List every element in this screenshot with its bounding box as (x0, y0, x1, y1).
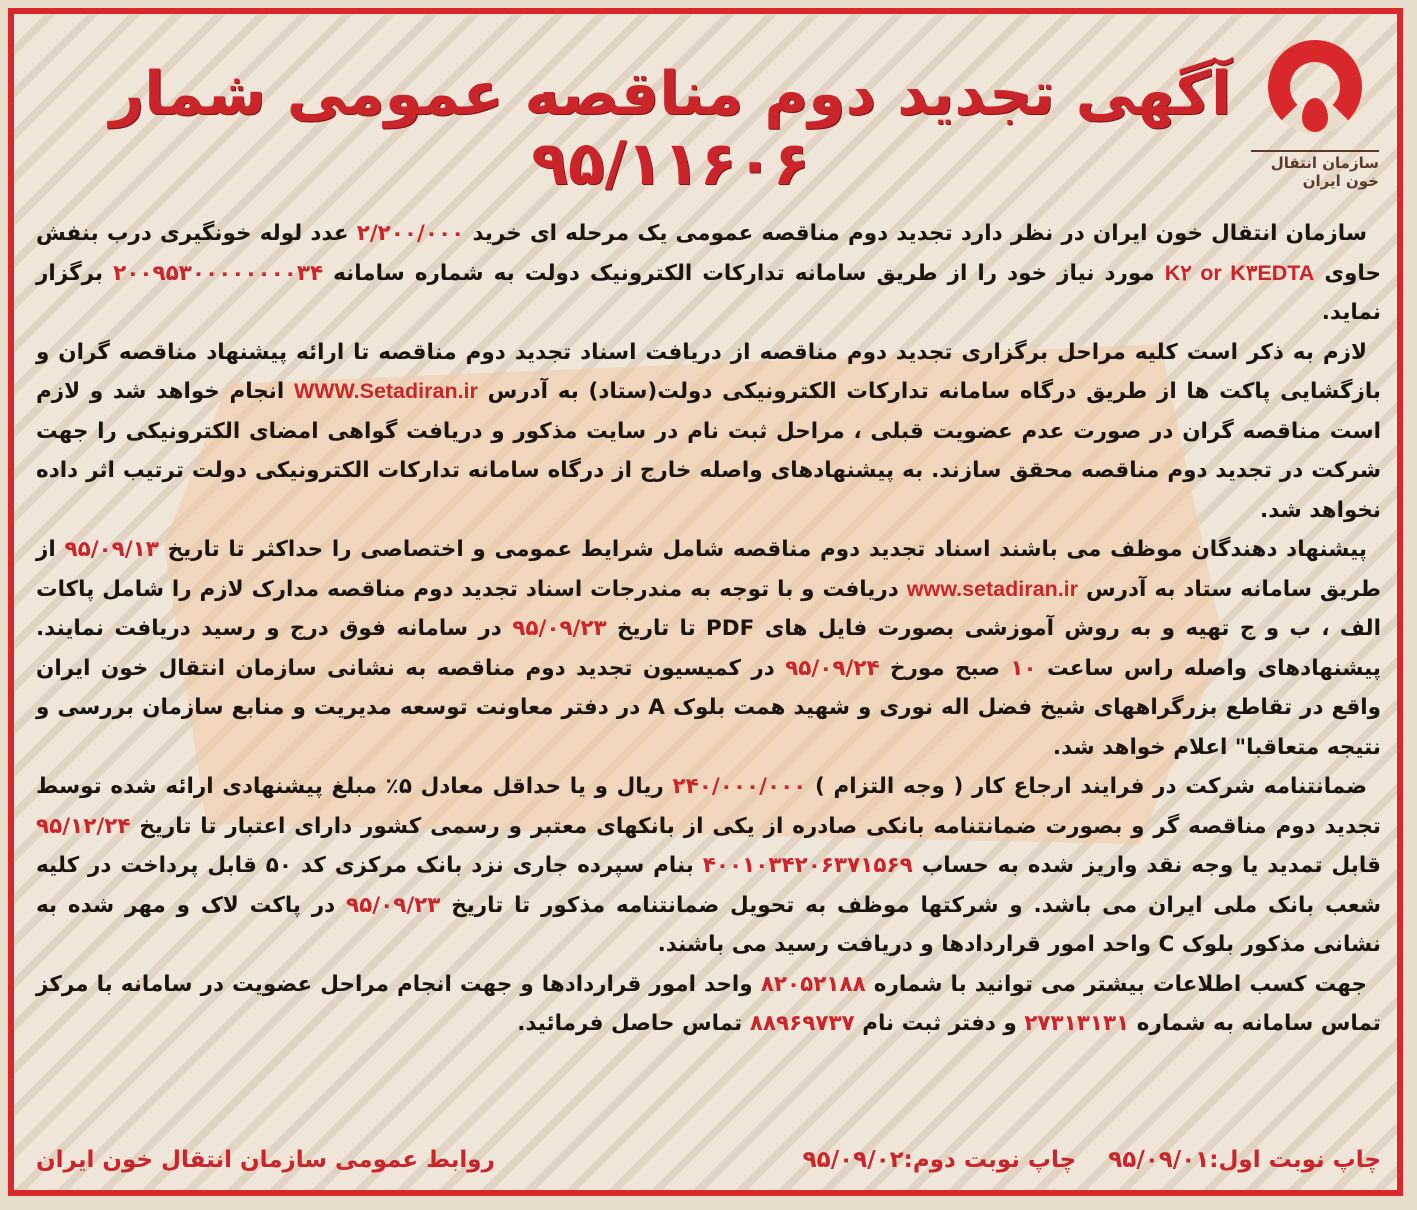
paragraph-process: لازم به ذکر است کلیه مراحل برگزاری تجدید دوم مناقصه از دریافت اسناد تجدید دوم مناقصه تا ارائه پیشنهاد مناقصه گران و بازگشایی پاکت ها از طریق درگاه سامانه تدارکات الکترونیکی دولت(ستاد) به آدرس WWW.Setadiran.ir انجام خواهد شد و لازم است مناقصه گران در صورت عدم عضویت قبلی ، مراحل ثبت نام در سایت مذکور و دریافت گواهی امضای الکترونیکی را جهت شرکت در تجدید دوم مناقصه محقق سازند. به پیشنهادهای واصله خارج از درگاه سامانه تدارکات الکترونیکی دولت ترتیب اثر داده نخواهد شد. (36, 339, 1381, 523)
print-dates: چاپ نوبت اول:۹۵/۰۹/۰۱ چاپ نوبت دوم:۹۵/۰۹/۰۲ (802, 1147, 1381, 1173)
opening-hour: ۱۰ (1010, 655, 1037, 681)
print1-date: ۹۵/۰۹/۰۱ (1108, 1147, 1210, 1173)
public-relations: روابط عمومی سازمان انتقال خون ایران (36, 1147, 495, 1173)
validity-date: ۹۵/۱۲/۲۴ (36, 813, 131, 839)
paragraph-guarantee: ضمانتنامه شرکت در فرایند ارجاع کار ( وجه التزام ) ۲۴۰/۰۰۰/۰۰۰ ریال و یا حداقل معادل ۵٪ مبلغ پیشنهادی ارائه شده توسط تجدید دوم مناقصه گر و بصورت ضمانتنامه بانکی صادره از یکی از بانکهای معتبر و رسمی کشور دارای اعتبار تا تاریخ ۹۵/۱۲/۲۴ قابل تمدید یا وجه نقد واریز شده به حساب ۴۰۰۱۰۳۴۲۰۶۳۷۱۵۶۹ بنام سپرده جاری نزد بانک مرکزی کد ۵۰ قابل پرداخت در کلیه شعب بانک ملی ایران می باشد. و شرکتها موظف به تحویل ضمانتنامه مذکور تا تاریخ ۹۵/۰۹/۲۳ در پاکت لاک و مهر شده به نشانی مذکور بلوک C واحد امور قراردادها و دریافت رسید می باشند. (36, 774, 1381, 957)
opening-date: ۹۵/۰۹/۲۴ (785, 655, 880, 681)
submission-date: ۹۵/۰۹/۲۳ (512, 616, 607, 641)
setad-link-2[interactable]: www.setadiran.ir (906, 576, 1079, 601)
registration-phone: ۸۸۹۶۹۷۳۷ (749, 1011, 855, 1036)
paragraph-dates: پیشنهاد دهندگان موظف می باشند اسناد تجدید دوم مناقصه شامل شرایط عمومی و اختصاصی را حداکثر تا تاریخ ۹۵/۰۹/۱۳ از طریق سامانه ستاد به آدرس www.setadiran.ir دریافت و با توجه به مندرجات اسناد تجدید دوم مناقصه مدارک لازم را شامل پاکات الف ، ب و ج تهیه و به روش آموزشی بصورت فایل های PDF تا تاریخ ۹۵/۰۹/۲۳ در سامانه فوق درج و رسید دریافت نمایند. پیشنهادهای واصله راس ساعت ۱۰ صبح مورخ ۹۵/۰۹/۲۴ در کمیسیون تجدید دوم مناقصه به نشانی سازمان انتقال خون ایران واقع در تقاطع بزرگراههای شیخ فضل اله نوری و شهید همت بلوک A در دفتر معاونت توسعه مدیریت و منابع سازمان بررسی و نتیجه متعاقبا" اعلام خواهد شد. (36, 537, 1382, 760)
organization-logo (1251, 32, 1379, 212)
paragraph-contact: جهت کسب اطلاعات بیشتر می توانید با شماره ۸۲۰۵۲۱۸۸ واحد امور قراردادها و جهت انجام مراحل عضویت در سامانه با مرکز تماس سامانه به شماره ۲۷۳۱۳۱۳۱ و دفتر ثبت نام ۸۸۹۶۹۷۳۷ تماس حاصل فرمائید. (36, 971, 1381, 1036)
guarantee-amount: ۲۴۰/۰۰۰/۰۰۰ (672, 774, 807, 799)
ad-body (36, 214, 1381, 1044)
deadline-date: ۹۵/۰۹/۱۳ (64, 537, 159, 562)
setad-link[interactable]: WWW.Setadiran.ir (293, 379, 478, 403)
account-number: ۴۰۰۱۰۳۴۲۰۶۳۷۱۵۶۹ (702, 853, 913, 878)
call-center-phone: ۲۷۳۱۳۱۳۱ (1024, 1011, 1130, 1036)
chemical-name: K۲ or K۳EDTA (1164, 260, 1315, 285)
print2-date: ۹۵/۰۹/۰۲ (802, 1147, 904, 1173)
page-title: آگهی تجدید دوم مناقصه عمومی شمار ۹۵/۱۱۶۰۶ (109, 59, 1232, 199)
logo-text: سازمان انتقال خون ایران (1251, 150, 1379, 190)
blood-drop-icon (1302, 98, 1328, 132)
delivery-date: ۹۵/۰۹/۲۳ (345, 892, 441, 918)
contract-phone: ۸۲۰۵۲۱۸۸ (760, 971, 866, 997)
quantity: ۲/۲۰۰/۰۰۰ (356, 221, 465, 246)
paragraph-purchase: سازمان انتقال خون ایران در نظر دارد تجدید دوم مناقصه عمومی یک مرحله ای خرید ۲/۲۰۰/۰۰۰ عدد لوله خونگیری درب بنفش حاوی K۲ or K۳EDTA مورد نیاز خود را از طریق سامانه تدارکات الکترونیک دولت به شماره سامانه ۲۰۰۹۵۳۰۰۰۰۰۰۰۰۳۴ برگزار نماید. (36, 221, 1381, 325)
ad-footer (36, 1138, 1381, 1182)
system-number: ۲۰۰۹۵۳۰۰۰۰۰۰۰۰۳۴ (113, 260, 324, 286)
